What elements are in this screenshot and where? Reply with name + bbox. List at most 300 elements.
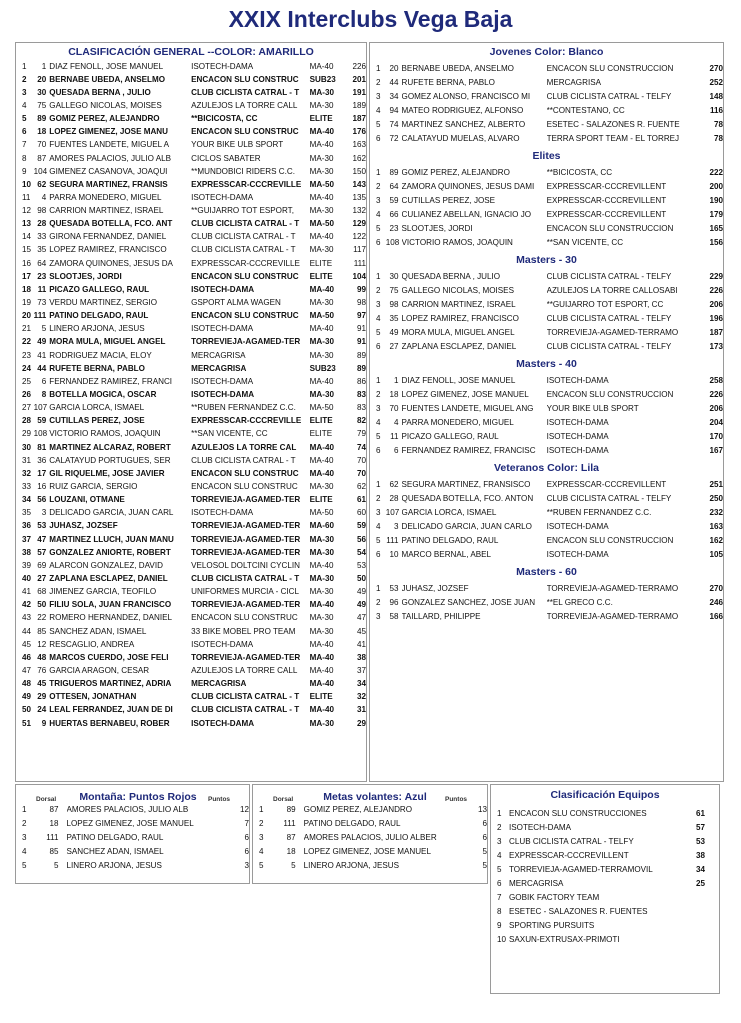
- points: 246: [709, 598, 723, 607]
- position: 5: [376, 536, 381, 545]
- points: 229: [709, 272, 723, 281]
- general-row: [16, 389, 366, 402]
- dorsal: 98: [37, 207, 47, 216]
- general-row: [16, 664, 366, 677]
- points: 191: [352, 88, 366, 97]
- position: 22: [22, 338, 32, 347]
- rider-name: MARCO BERNAL, ABEL: [401, 550, 492, 559]
- points: 61: [695, 809, 705, 818]
- position: 7: [497, 893, 502, 902]
- team-name: ISOTECH-DAMA: [191, 640, 254, 649]
- position: 4: [259, 847, 264, 856]
- rider-name: LINERO ARJONA, JESUS: [66, 861, 162, 870]
- general-row: [16, 86, 366, 99]
- team-name: ISOTECH-DAMA: [191, 285, 255, 294]
- dorsal: 23: [37, 272, 47, 281]
- team-name: EXPRESSCAR-CCCREVILLENT: [546, 210, 667, 219]
- category-row: [370, 90, 723, 104]
- team-name: ISOTECH-DAMA: [546, 376, 609, 385]
- dorsal: 24: [37, 706, 47, 715]
- general-row: [16, 625, 366, 638]
- dorsal: 70: [37, 141, 47, 150]
- mountain-header: [16, 785, 249, 803]
- general-row: [16, 586, 366, 599]
- position: 37: [22, 535, 32, 544]
- team-name: ISOTECH-DAMA: [546, 432, 609, 441]
- position: 1: [376, 272, 381, 281]
- dorsal: 5: [291, 861, 296, 870]
- team-name: AZULEJOS LA TORRE CAL: [191, 443, 297, 452]
- category: MA-40: [309, 285, 334, 294]
- points: 12: [239, 805, 249, 814]
- position: 44: [22, 627, 32, 636]
- points: 86: [356, 377, 366, 386]
- category: MA-40: [309, 640, 334, 649]
- sprints-row: [253, 845, 487, 859]
- dorsal: 6: [394, 446, 399, 455]
- dorsal: 85: [49, 847, 59, 856]
- dorsal: 44: [37, 364, 47, 373]
- rider-name: ZAMORA QUIÑONES, JESUS DAMI: [401, 182, 535, 191]
- category-classifications-panel: [369, 42, 724, 782]
- points: 61: [356, 496, 366, 505]
- position: 1: [376, 584, 381, 593]
- dorsal: 62: [389, 480, 399, 489]
- position: 32: [22, 469, 32, 478]
- dorsal: 4: [41, 193, 47, 202]
- team-name: MERCAGRISA: [546, 78, 601, 87]
- category: MA-40: [309, 601, 334, 610]
- category: MA-40: [309, 666, 334, 675]
- rider-name: GIMENEZ CASANOVA, JOAQUI: [49, 167, 168, 176]
- points: 32: [356, 693, 366, 702]
- team-name: GSPORT ALMA WAGEN: [191, 299, 281, 308]
- category: MA-30: [309, 575, 334, 583]
- team-row: [491, 919, 719, 933]
- points: 232: [709, 508, 723, 517]
- position: 39: [22, 561, 32, 570]
- category-row: [370, 340, 723, 354]
- rider-name: GARCIA LORCA, ISMAEL: [49, 404, 145, 413]
- dorsal: 57: [37, 548, 47, 557]
- position: 11: [22, 193, 31, 202]
- points: 170: [709, 432, 723, 441]
- rider-name: LOPEZ GIMENEZ, JOSE MANU: [49, 128, 169, 137]
- points: 29: [356, 719, 366, 728]
- position: 34: [22, 496, 32, 505]
- position: 14: [22, 233, 32, 242]
- dorsal: 22: [37, 614, 47, 623]
- category: MA-30: [309, 548, 334, 557]
- rider-name: MORA MULA, MIGUEL ANGEL: [49, 338, 166, 347]
- points: 117: [353, 246, 366, 255]
- dorsal: 53: [37, 522, 47, 531]
- dorsal: 49: [389, 328, 399, 337]
- dorsal: 73: [37, 299, 47, 308]
- team-name: ISOTECH-DAMA: [191, 62, 254, 71]
- dorsal: 12: [37, 640, 47, 649]
- category-row: [370, 610, 723, 624]
- team-name: CLUB CICLISTA CATRAL - T: [191, 220, 300, 229]
- points: 62: [356, 483, 366, 492]
- category-heading: Masters - 60: [516, 566, 577, 578]
- rider-name: MORA MULA, MIGUEL ANGEL: [401, 328, 515, 337]
- general-row: [16, 218, 366, 231]
- dorsal: 75: [389, 286, 399, 295]
- points: 190: [709, 196, 723, 205]
- position: 26: [22, 391, 32, 400]
- points: 13: [478, 805, 488, 814]
- category: ELITE: [309, 259, 333, 268]
- mountain-dorsal-label: Dorsal: [36, 796, 57, 803]
- team-name: **MUNDOBICI RIDERS C.C.: [191, 167, 295, 176]
- mountain-row: [16, 817, 249, 831]
- general-row: [16, 231, 366, 244]
- rider-name: LOPEZ GIMENEZ, JOSE MANUEL: [66, 819, 194, 828]
- category: MA-40: [309, 680, 334, 689]
- rider-name: VICTORIO RAMOS, JOAQUIN: [49, 430, 161, 439]
- position: 3: [376, 196, 381, 205]
- rider-name: BERNABE UBEDA, ANSELMO: [401, 64, 514, 73]
- dorsal: 18: [389, 390, 399, 399]
- points: 99: [356, 285, 366, 294]
- position: 1: [259, 805, 264, 814]
- category: MA-60: [309, 522, 334, 531]
- dorsal: 45: [37, 680, 47, 689]
- rider-name: SANCHEZ ADAN, ISMAEL: [66, 847, 164, 856]
- rider-name: CULIAÑEZ ABELLAN, IGNACIO JO: [401, 210, 532, 219]
- category-row: [370, 270, 723, 284]
- points: 56: [356, 535, 366, 544]
- points: 54: [356, 548, 366, 557]
- points: 129: [352, 220, 366, 229]
- points: 204: [709, 418, 723, 427]
- points: 78: [713, 120, 723, 129]
- points: 83: [356, 391, 366, 400]
- general-row: [16, 559, 366, 572]
- dorsal: 104: [33, 167, 48, 176]
- dorsal: 18: [49, 819, 59, 828]
- rider-name: CALATAYUD MUELAS, ALVARO: [401, 134, 520, 143]
- rider-name: GOMIZ PEREZ, ALEJANDRO: [303, 805, 413, 814]
- category: MA-30: [309, 101, 334, 110]
- position: 3: [376, 404, 381, 413]
- sprints-classification-panel: [252, 784, 488, 884]
- team-name: EXPRESSCAR-CCCREVILLENT: [509, 851, 629, 860]
- category-row: [370, 374, 723, 388]
- team-name: EXPRESSCAR-CCCREVILLE: [191, 417, 302, 426]
- dorsal: 34: [389, 92, 399, 101]
- rider-name: QUESADA BOTELLA, FCO. ANT: [49, 220, 173, 229]
- category: ELITE: [309, 115, 333, 124]
- category-row: [370, 222, 723, 236]
- rider-name: DELICADO GARCIA, JUAN CARL: [49, 509, 174, 518]
- category-row: [370, 104, 723, 118]
- dorsal: 98: [389, 300, 399, 309]
- position: 46: [22, 653, 32, 662]
- general-row: [16, 270, 366, 283]
- dorsal: 64: [389, 182, 399, 191]
- points: 41: [356, 640, 366, 649]
- mountain-points-label: Puntos: [208, 796, 231, 803]
- rider-name: CALATAYUD PORTUGUES, SER: [49, 456, 171, 465]
- points: 47: [356, 614, 366, 623]
- team-name: **BICICOSTA, CC: [546, 168, 613, 177]
- dorsal: 10: [389, 550, 399, 559]
- dorsal: 33: [37, 233, 47, 242]
- mountain-row: [16, 845, 249, 859]
- position: 2: [376, 182, 381, 191]
- points: 37: [356, 666, 366, 675]
- category: MA-40: [309, 193, 334, 202]
- team-name: EXPRESSCAR-CCCREVILLENT: [546, 480, 667, 489]
- position: 6: [376, 238, 381, 247]
- team-name: **BICICOSTA, CC: [191, 115, 258, 124]
- points: 116: [709, 106, 723, 115]
- rider-name: PICAZO GALLEGO, RAUL: [401, 432, 499, 441]
- sprints-heading: Metas volantes: Azul: [323, 791, 427, 803]
- category-row: [370, 326, 723, 340]
- position: 45: [22, 640, 32, 649]
- dorsal: 53: [389, 584, 399, 593]
- team-name: ISOTECH-DAMA: [546, 522, 609, 531]
- rider-name: GIRONA FERNANDEZ, DANIEL: [49, 233, 167, 242]
- dorsal: 48: [37, 653, 47, 662]
- dorsal: 8: [41, 391, 47, 400]
- rider-name: MARTINEZ ALCARAZ, ROBERT: [49, 443, 171, 452]
- dorsal: 1: [41, 62, 47, 71]
- category: MA-30: [309, 588, 334, 597]
- category-row: [370, 506, 723, 520]
- position: 36: [22, 522, 32, 531]
- team-name: VELOSOL DOLTCINI CYCLIN: [191, 561, 300, 570]
- points: 148: [709, 92, 723, 101]
- general-row: [16, 651, 366, 664]
- position: 4: [22, 847, 27, 856]
- dorsal: 74: [389, 120, 399, 129]
- position: 7: [22, 141, 27, 150]
- team-name: TORREVIEJA-AGAMED-TERRAMOVIL: [509, 865, 653, 874]
- dorsal: 49: [37, 338, 47, 347]
- dorsal: 50: [37, 601, 47, 610]
- rider-name: GALLEGO NICOLAS, MOISES: [49, 101, 162, 110]
- rider-name: GOMEZ ALONSO, FRANCISCO MI: [401, 92, 531, 101]
- category: MA-30: [309, 535, 334, 544]
- dorsal: 59: [389, 196, 399, 205]
- rider-name: QUESADA BERNA , JULIO: [49, 88, 151, 97]
- category: MA-30: [309, 88, 334, 97]
- position: 38: [22, 548, 32, 557]
- category-row: [370, 548, 723, 562]
- dorsal: 68: [37, 588, 47, 597]
- points: 200: [709, 182, 723, 191]
- team-row: [491, 849, 719, 863]
- points: 7: [244, 819, 249, 828]
- points: 222: [709, 168, 723, 177]
- category: ELITE: [309, 496, 333, 505]
- points: 122: [352, 233, 366, 242]
- position: 31: [22, 456, 32, 465]
- category: MA-40: [309, 233, 334, 242]
- dorsal: 9: [41, 719, 47, 728]
- rider-name: QUESADA BOTELLA, FCO. ANTON: [401, 494, 534, 503]
- sprints-points-label: Puntos: [445, 796, 468, 803]
- category-row: [370, 478, 723, 492]
- category-row: [370, 596, 723, 610]
- category: ELITE: [309, 272, 333, 281]
- team-name: 33 BIKE MOBEL PRO TEAM: [191, 627, 296, 636]
- points: 31: [356, 706, 366, 715]
- points: 89: [356, 351, 366, 360]
- team-name: MERCAGRISA: [191, 680, 247, 689]
- team-name: YOUR BIKE ULB SPORT: [191, 141, 284, 150]
- general-row: [16, 349, 366, 362]
- team-name: **SAN VICENTE, CC: [546, 238, 624, 247]
- team-name: **EL GRECO C.C.: [546, 598, 613, 607]
- points: 206: [709, 300, 723, 309]
- points: 6: [244, 847, 249, 856]
- position: 3: [22, 88, 27, 97]
- dorsal: 89: [37, 115, 47, 124]
- rider-name: GALLEGO NICOLAS, MOISES: [401, 286, 514, 295]
- rider-name: RESCAGLIO, ANDREA: [49, 640, 135, 649]
- rider-name: PARRA MONEDERO, MIGUEL: [401, 418, 514, 427]
- position: 2: [376, 78, 381, 87]
- team-name: CLUB CICLISTA CATRAL - T: [191, 706, 300, 715]
- category: ELITE: [309, 417, 333, 426]
- dorsal: 36: [37, 456, 47, 465]
- position: 49: [22, 693, 32, 702]
- rider-name: JUHASZ, JOZSEF: [401, 584, 469, 593]
- points: 57: [695, 823, 705, 832]
- dorsal: 11: [390, 432, 399, 441]
- category: MA-40: [309, 706, 334, 715]
- rider-name: LOPEZ GIMENEZ, JOSE MANUEL: [303, 847, 431, 856]
- category: MA-30: [309, 207, 334, 216]
- dorsal: 94: [389, 106, 399, 115]
- category-row: [370, 208, 723, 222]
- points: 59: [356, 522, 366, 531]
- position: 2: [497, 823, 502, 832]
- category: MA-40: [309, 653, 334, 662]
- position: 8: [497, 907, 502, 916]
- team-row: [491, 905, 719, 919]
- rider-name: PATIÑO DELGADO, RAUL: [66, 833, 164, 842]
- position: 1: [376, 168, 381, 177]
- points: 270: [709, 584, 723, 593]
- position: 4: [376, 522, 381, 531]
- position: 13: [22, 220, 32, 229]
- position: 5: [376, 224, 381, 233]
- position: 47: [22, 666, 32, 675]
- position: 30: [22, 443, 32, 452]
- points: 173: [709, 342, 723, 351]
- category-heading: Masters - 40: [516, 358, 577, 370]
- general-row: [16, 113, 366, 126]
- rider-name: AMORES PALACIOS, JULIO ALBER: [303, 833, 437, 842]
- position: 3: [497, 837, 502, 846]
- general-row: [16, 310, 366, 323]
- dorsal: 20: [37, 75, 47, 84]
- rider-name: LINERO ARJONA, JESUS: [303, 861, 400, 870]
- points: 82: [356, 417, 366, 426]
- category-row: [370, 388, 723, 402]
- general-row: [16, 704, 366, 717]
- dorsal: 111: [283, 819, 296, 828]
- team-name: ISOTECH-DAMA: [546, 550, 609, 559]
- position: 4: [376, 314, 381, 323]
- position: 4: [22, 101, 27, 110]
- team-name: **CONTESTANO, CC: [546, 106, 625, 115]
- general-row: [16, 533, 366, 546]
- general-row: [16, 244, 366, 257]
- position: 35: [22, 509, 32, 518]
- category: MA-50: [309, 404, 334, 413]
- points: 6: [482, 833, 488, 842]
- rider-name: TAILLARD, PHILIPPE: [401, 612, 481, 621]
- general-row: [16, 73, 366, 86]
- position: 23: [22, 351, 32, 360]
- rider-name: FERNANDEZ RAMIREZ, FRANCI: [49, 377, 173, 386]
- position: 40: [22, 575, 32, 583]
- category-row: [370, 444, 723, 458]
- rider-name: SANCHEZ ADAN, ISMAEL: [49, 627, 147, 636]
- position: 51: [22, 719, 32, 728]
- dorsal: 20: [389, 64, 399, 73]
- team-name: TORREVIEJA-AGAMED-TER: [191, 601, 301, 610]
- team-name: CICLOS SABATER: [191, 154, 261, 163]
- team-name: AZULEJOS LA TORRE CALL: [191, 666, 298, 675]
- position: 6: [22, 128, 27, 137]
- dorsal: 5: [41, 325, 47, 334]
- team-name: TORREVIEJA-AGAMED-TER: [191, 535, 301, 544]
- position: 5: [497, 865, 502, 874]
- general-row: [16, 678, 366, 691]
- position: 6: [497, 879, 502, 888]
- dorsal: 6: [41, 377, 47, 386]
- team-row: [491, 863, 719, 877]
- points: 189: [352, 101, 366, 110]
- mountain-row: [16, 803, 249, 817]
- position: 20: [22, 312, 32, 321]
- general-row: [16, 297, 366, 310]
- team-name: MERCAGRISA: [509, 879, 564, 888]
- team-name: YOUR BIKE ULB SPORT: [546, 404, 639, 413]
- points: 111: [353, 259, 366, 268]
- rider-name: ZAPLANA ESCLAPEZ, DANIEL: [49, 575, 168, 583]
- dorsal: 107: [33, 404, 48, 413]
- general-row: [16, 139, 366, 152]
- position: 4: [497, 851, 502, 860]
- team-name: UNIFORMES MURCIA - CICL: [191, 588, 300, 597]
- position: 12: [22, 207, 32, 216]
- position: 2: [376, 494, 381, 503]
- team-name: MERCAGRISA: [191, 351, 246, 360]
- team-name: CLUB CICLISTA CATRAL - T: [191, 246, 296, 255]
- team-name: ENCACON SLU CONSTRUCCION: [546, 390, 674, 399]
- points: 135: [352, 193, 366, 202]
- category: MA-30: [309, 351, 334, 360]
- points: 201: [352, 75, 366, 84]
- team-name: AZULEJOS LA TORRE CALL: [191, 101, 298, 110]
- category: MA-30: [309, 719, 334, 728]
- category-heading: Elites: [532, 150, 561, 162]
- category-row: [370, 118, 723, 132]
- team-row: [491, 891, 719, 905]
- position: 6: [376, 134, 381, 143]
- rider-name: MARCOS CUERDO, JOSE FELI: [49, 653, 169, 662]
- dorsal: 108: [385, 238, 400, 247]
